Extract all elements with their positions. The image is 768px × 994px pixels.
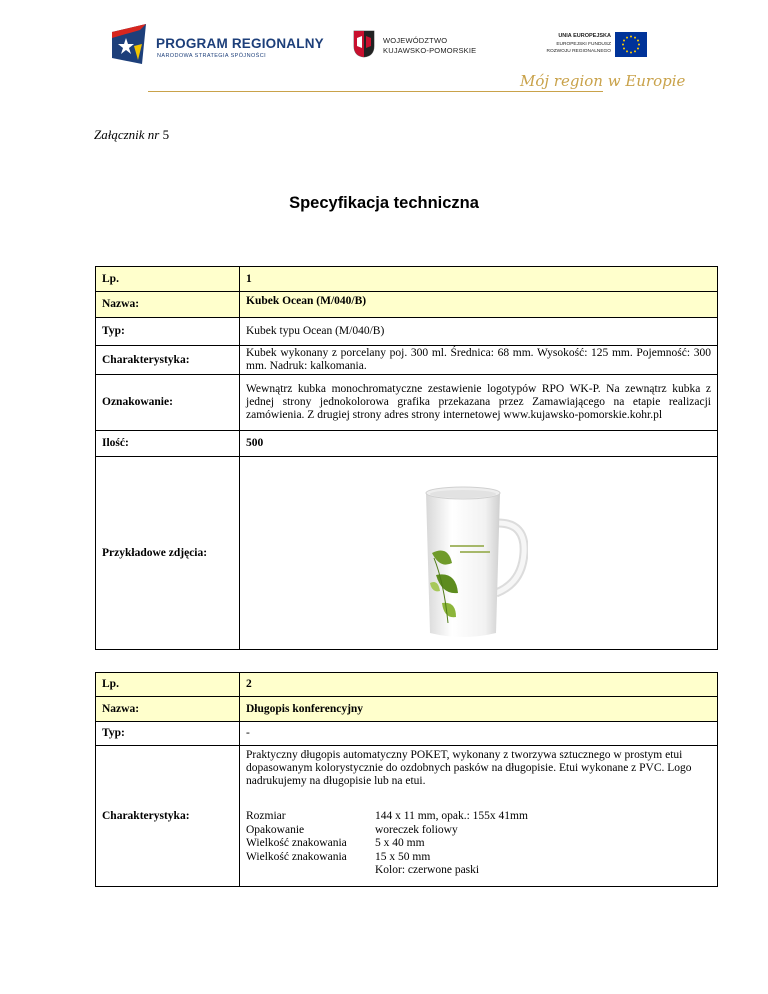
table-row [96, 346, 718, 375]
slogan: Mój region w Europie [520, 72, 686, 90]
program-subtitle: NARODOWA STRATEGIA SPÓJNOŚCI [157, 53, 266, 59]
table-row [96, 375, 718, 431]
program-regionalny-logo [112, 24, 324, 64]
spec-table-2 [95, 672, 718, 887]
table-row [96, 431, 718, 457]
type-value: - [240, 722, 718, 746]
spec-values [375, 810, 711, 878]
characteristics-intro: Praktyczny długopis automatyczny POKET, wykonany z tworzywa sztucznego w prostym etui dopasowanym kolorystycznie do ozdobnych pasków na długopisie. Etui wykonane z PVC. Logo nadrukujemy na długopisie lub na etui. [246, 749, 692, 787]
type-label: Typ: [96, 318, 240, 346]
header-divider [148, 91, 603, 92]
type-label: Typ: [96, 722, 240, 746]
region-logo [353, 30, 503, 60]
table-row [96, 267, 718, 292]
eu-line-1: UNIA EUROPEJSKA [558, 33, 611, 39]
photos-label: Przykładowe zdjęcia: [96, 457, 240, 650]
spec-label: Rozmiar [246, 810, 286, 822]
spec-value: Kolor: czerwone paski [375, 864, 480, 876]
lp-label: Lp. [96, 673, 240, 697]
attachment-number: 5 [162, 127, 170, 142]
spec-labels [246, 810, 361, 878]
type-value: Kubek typu Ocean (M/040/B) [240, 318, 718, 346]
characteristics-label: Charakterystyka: [96, 346, 240, 375]
characteristics-label: Charakterystyka: [96, 746, 240, 887]
photos-cell [240, 457, 718, 650]
attachment-label [94, 127, 169, 143]
name-label: Nazwa: [96, 697, 240, 722]
region-line-2: KUJAWSKO-POMORSKIE [383, 46, 477, 55]
table-row [96, 292, 718, 318]
eu-flag-icon [615, 32, 647, 57]
characteristics-value: Kubek wykonany z porcelany poj. 300 ml. Średnica: 68 mm. Wysokość: 125 mm. Pojemność: 300 mm. Nadruk: kalkomania. [240, 346, 718, 375]
spec-label: Wielkość znakowania [246, 850, 347, 863]
name-value: Długopis konferencyjny [240, 697, 718, 722]
quantity-value: 500 [240, 431, 718, 457]
spec-label: Wielkość znakowania [246, 837, 347, 849]
coat-of-arms-icon [353, 30, 375, 58]
spec-label: Opakowanie [246, 823, 305, 836]
name-value: Kubek Ocean (M/040/B) [240, 292, 718, 318]
page-header [0, 0, 768, 100]
table-row [96, 318, 718, 346]
program-title: PROGRAM REGIONALNY [156, 36, 324, 51]
table-row [96, 697, 718, 722]
table-row [96, 457, 718, 650]
mug-photo-icon [420, 483, 528, 643]
page-title: Specyfikacja techniczna [289, 194, 479, 212]
star-flag-icon [112, 24, 152, 64]
attachment-prefix: Załącznik nr [94, 127, 160, 142]
name-label: Nazwa: [96, 292, 240, 318]
spec-list [246, 810, 711, 878]
table-row [96, 746, 718, 887]
characteristics-cell [240, 746, 718, 887]
table-row [96, 673, 718, 697]
spec-value: 15 x 50 mm [375, 850, 431, 863]
spec-table-1 [95, 266, 718, 650]
table-row [96, 722, 718, 746]
marking-label: Oznakowanie: [96, 375, 240, 431]
eu-line-3: ROZWOJU REGIONALNEGO [546, 49, 611, 54]
eu-line-2: EUROPEJSKI FUNDUSZ [556, 42, 611, 47]
lp-value: 2 [240, 673, 718, 697]
marking-value: Wewnątrz kubka monochromatyczne zestawienie logotypów RPO WK-P. Na zewnątrz kubka z jednej strony jednokolorowa grafika przekazana przez Zamawiającego na etapie realizacji zamówienia. Z drugiej strony adres strony internetowej www.kujawsko-pomorskie.kohr.pl [240, 375, 718, 431]
eu-logo [522, 32, 647, 62]
quantity-label: Ilość: [96, 431, 240, 457]
spec-value: woreczek foliowy [375, 823, 458, 836]
spec-value: 5 x 40 mm [375, 837, 425, 849]
spec-value: 144 x 11 mm, opak.: 155x 41mm [375, 810, 528, 822]
lp-value: 1 [240, 267, 718, 292]
lp-label: Lp. [96, 267, 240, 292]
region-line-1: WOJEWÓDZTWO [383, 36, 448, 45]
